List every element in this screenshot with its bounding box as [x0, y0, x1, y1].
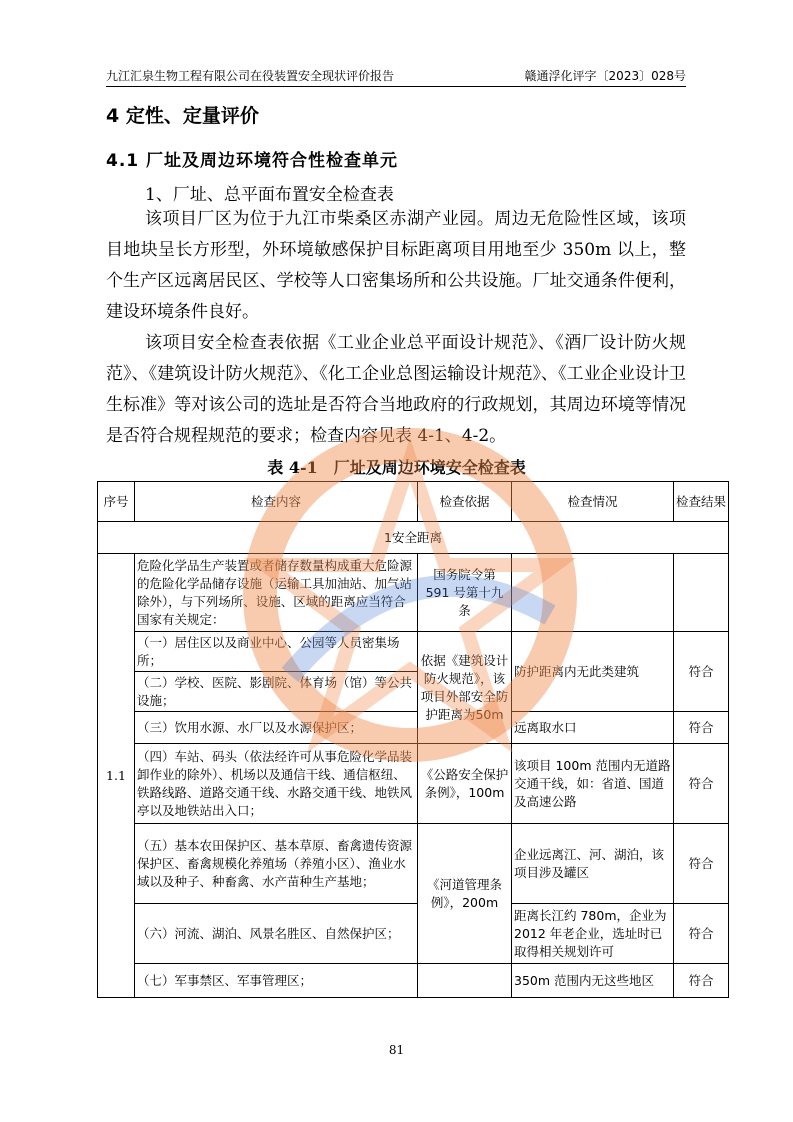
table-header-row	[98, 482, 729, 522]
row-result-3: 符合	[674, 712, 729, 744]
row-basis-7-empty	[418, 964, 512, 998]
row-status-4: 该项目 100m 范围内无道路交通干线，如：省道、国道及高速公路	[512, 744, 674, 824]
table-section-row	[98, 522, 729, 554]
table-row	[98, 824, 729, 904]
header-report-number: 赣通浮化评字〔2023〕028号	[524, 69, 686, 83]
row-result-6: 符合	[674, 904, 729, 964]
row-content-3: （三）饮用水源、水厂以及水源保护区；	[135, 712, 418, 744]
row-status-1-2: 防护距离内无此类建筑	[512, 632, 674, 712]
page-header	[106, 66, 686, 87]
row-content-6: （六）河流、湖泊、风景名胜区、自然保护区；	[135, 904, 418, 964]
row-content-5: （五）基本农田保护区、基本草原、畜禽遗传资源保护区、畜禽规模化养殖场（养殖小区）、渔业水域以及种子、种畜禽、水产苗种生产基地；	[135, 824, 418, 904]
row-basis-fire-code: 依据《建筑设计防火规范》，该项目外部安全防护距离为50m	[418, 632, 512, 744]
row-result-7: 符合	[674, 964, 729, 998]
row-result-1-2: 符合	[674, 632, 729, 712]
paragraph-site-description: 该项目厂区为位于九江市柴桑区赤湖产业园。周边无危险性区域，该项目地块呈长方形型，外环境敏感保护目标距离项目用地至少 350m 以上，整个生产区远离居民区、学校等人口密集场所和公共设施。厂址交通条件便利，建设环境条件良好。	[106, 209, 686, 322]
row-status-6: 距离长江约 780m，企业为 2012 年老企业，选址时已取得相关规划许可	[512, 904, 674, 964]
section-safety-distance: 1安全距离	[98, 522, 729, 554]
row-status-5: 企业远离江、河、湖泊，该项目涉及罐区	[512, 824, 674, 904]
header-report-title: 九江汇泉生物工程有限公司在役装置安全现状评价报告	[106, 69, 395, 83]
col-header-status: 检查情况	[512, 482, 674, 522]
col-header-result: 检查结果	[674, 482, 729, 522]
row-status-empty	[512, 554, 674, 632]
row-result-empty	[674, 554, 729, 632]
row-result-5: 符合	[674, 824, 729, 904]
row-content-7: （七）军事禁区、军事管理区；	[135, 964, 418, 998]
table-row	[98, 744, 729, 824]
row-content-2: （二）学校、医院、影剧院、体育场（馆）等公共设施；	[135, 672, 418, 712]
row-status-3: 远离取水口	[512, 712, 674, 744]
table-row	[98, 554, 729, 632]
row-content-1: （一）居住区以及商业中心、公园等人员密集场所；	[135, 632, 418, 672]
row-basis-decree: 国务院令第 591 号第十九条	[418, 554, 512, 632]
row-basis-river: 《河道管理条例》，200m	[418, 824, 512, 964]
table-row	[98, 712, 729, 744]
table-caption: 表 4-1 厂址及周边环境安全检查表	[267, 458, 526, 477]
col-header-basis: 检查依据	[418, 482, 512, 522]
paragraph-check-basis: 该项目安全检查表依据《工业企业总平面设计规范》、《酒厂设计防火规范》、《建筑设计防火规范》、《化工企业总图运输设计规范》、《工业企业设计卫生标准》等对该公司的选址是否符合当地政府的行政规划，其周边环境等情况是否符合规程规范的要求；检查内容见表 4-1、4-2。	[106, 333, 686, 446]
row-result-4: 符合	[674, 744, 729, 824]
chapter-title: 4 定性、定量评价	[106, 105, 259, 127]
col-header-content: 检查内容	[135, 482, 418, 522]
row-content-4: （四）车站、码头（依法经许可从事危险化学品装卸作业的除外）、机场以及通信干线、通信枢纽、铁路线路、道路交通干线、水路交通干线、地铁风亭以及地铁站出入口；	[135, 744, 418, 824]
row-status-7: 350m 范围内无这些地区	[512, 964, 674, 998]
row-basis-4: 《公路安全保护条例》，100m	[418, 744, 512, 824]
col-header-seq: 序号	[98, 482, 135, 522]
row-content-intro: 危险化学品生产装置或者储存数量构成重大危险源的危险化学品储存设施（运输工具加油站、加气站除外），与下列场所、设施、区域的距离应当符合国家有关规定：	[135, 554, 418, 632]
table-row	[98, 904, 729, 964]
subsection-title: 1、厂址、总平面布置安全检查表	[145, 185, 394, 205]
row-seq: 1.1	[98, 554, 135, 998]
section-title: 4.1 厂址及周边环境符合性检查单元	[106, 151, 399, 171]
page-number: 81	[388, 1043, 405, 1057]
table-row	[98, 964, 729, 998]
table-row	[98, 632, 729, 672]
site-safety-checklist-table	[97, 481, 729, 998]
